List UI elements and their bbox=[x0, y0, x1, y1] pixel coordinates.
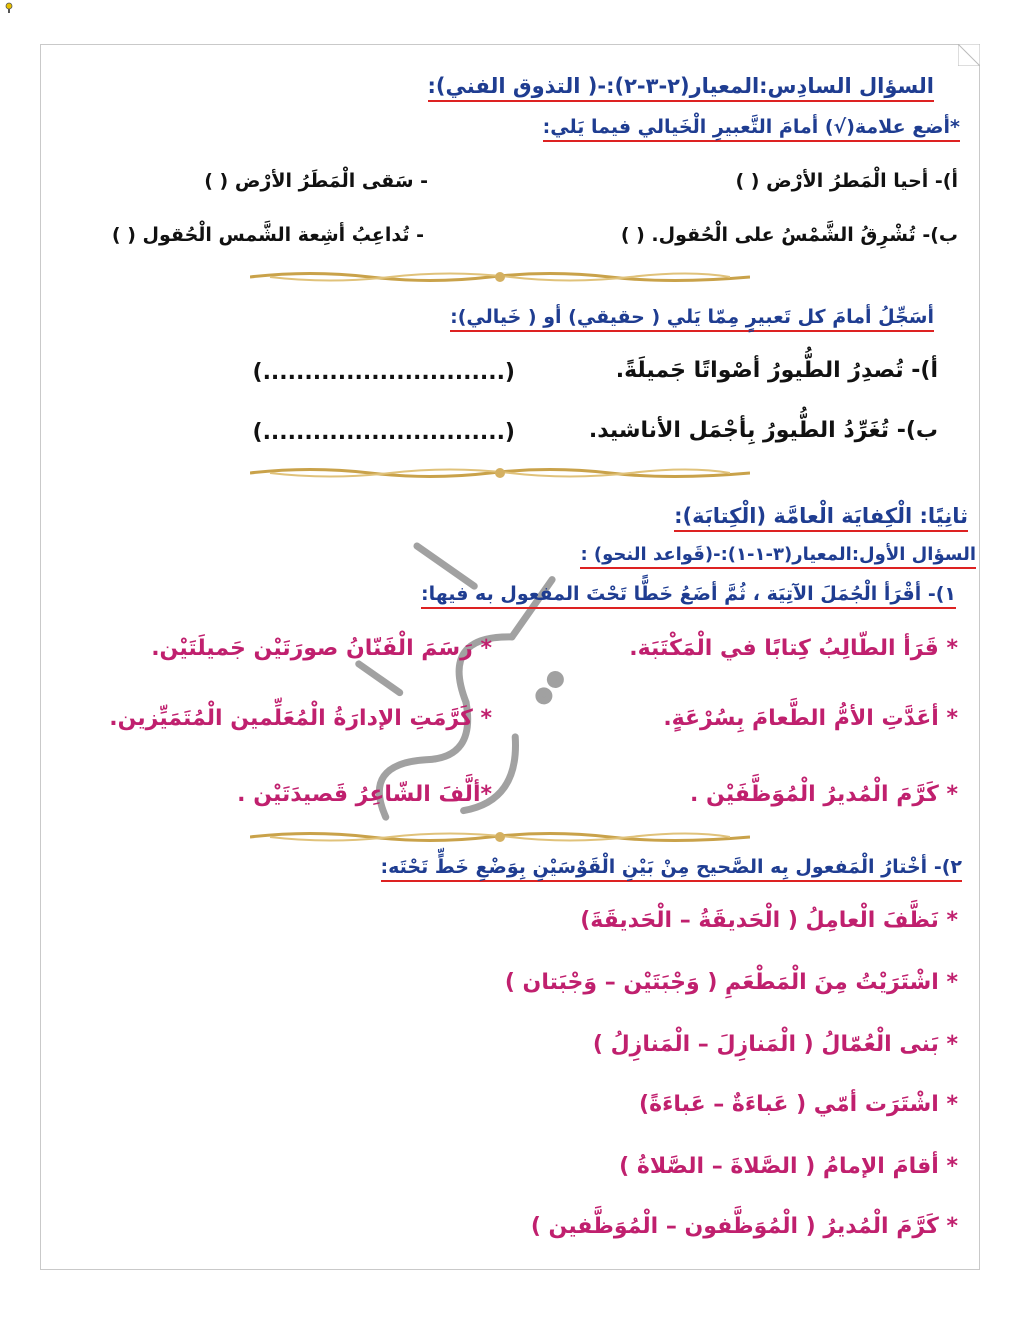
ornament-divider bbox=[250, 830, 750, 844]
ornament-divider bbox=[250, 466, 750, 480]
record-item-1: أ)- تُصدِرُ الطُّيورُ أصْواتًا جَميلَةً. bbox=[615, 358, 938, 383]
q6-item-1: أ)- أحيا الْمَطرُ الأرْض ( ) bbox=[735, 170, 958, 192]
choice-6: * كَرَّمَ الْمُديرُ ( الْمُوَظَّفون – الْمُوَظَّفين ) bbox=[530, 1214, 958, 1239]
sentence-1: * قَرَأ الطّالِبُ كِتابًا في الْمَكْتَبَة. bbox=[629, 636, 958, 661]
record-blank-1[interactable]: (.............................) bbox=[252, 360, 515, 385]
q6-title: السؤال السادِس:المعيار(٢-٣-٢):-( التذوق الفني): bbox=[428, 74, 934, 102]
sentence-5: * كَرَّمَ الْمُديرُ الْمُوَظَّفَيْن . bbox=[690, 782, 958, 807]
page-fold-icon bbox=[958, 44, 980, 66]
q6-item-4: - تُداعِبُ أشِعة الشَّمس الْحُقول ( ) bbox=[111, 224, 424, 246]
record-instruction: أسَجِّلُ أمامَ كل تَعبيرٍ مِمّا يَلي ( حقيقي) أو ( خَيالي): bbox=[450, 306, 934, 332]
watermark-logo bbox=[320, 520, 640, 880]
section2-title: ثانِيًا: الْكِفايَة الْعامَّة (الْكِتابَة): bbox=[674, 504, 968, 532]
sentence-3: * أعَدَّتِ الأمُّ الطَّعامَ بِسُرْعَةٍ. bbox=[663, 706, 958, 731]
q6-item-3: ب)- تُشْرِقُ الشَّمْسُ على الْحُقول. ( ) bbox=[620, 224, 958, 246]
choice-2: * اشْتَرَيْتُ مِنَ الْمَطْعَمِ ( وَجْبَتَيْن – وَجْبَتان ) bbox=[504, 970, 958, 995]
choice-5: * أقامَ الإمامُ ( الصَّلاةَ – الصَّلاةُ ) bbox=[619, 1154, 958, 1179]
task1-instruction: ١)- أقْرَأ الْجُمَلَ الآتِيَة ، ثُمَّ أضَعُ خَطًّا تَحْتَ المفعول به فيها: bbox=[421, 583, 956, 609]
record-blank-2[interactable]: (.............................) bbox=[252, 420, 515, 445]
q6-item-2: - سَقى الْمَطَرُ الأرْض ( ) bbox=[204, 170, 428, 192]
q6-instruction: *أضع علامة(√) أمامَ التَّعبيرِ الْخَيالي فيما يَلي: bbox=[543, 116, 960, 142]
q1-title: السؤال الأول:المعيار(٣-١-١):-(قَواعد النحو) : bbox=[580, 544, 976, 569]
task2-instruction: ٢)- أخْتارُ الْمَفعول بِه الصَّحيح مِنْ بَيْنِ الْقَوْسَيْنِ بِوَضْعِ خَطٍّ تَحْتَه: bbox=[381, 856, 962, 882]
sentence-6: *ألَّفَ الشّاعِرُ قَصيدَتَيْن . bbox=[237, 782, 492, 807]
ornament-divider bbox=[250, 270, 750, 284]
sentence-2: * رَسَمَ الْفَنّانُ صورَتَيْن جَميلَتَيْن. bbox=[151, 636, 492, 661]
choice-1: * نَظَّفَ الْعامِلُ ( الْحَديقَةُ – الْحَديقَةَ) bbox=[580, 908, 958, 933]
flag-icon bbox=[4, 2, 14, 14]
record-item-2: ب)- تُغَرِّدُ الطُّيورُ بِأجْمَل الأناشيد. bbox=[588, 418, 938, 443]
choice-3: * بَنى الْعُمّالُ ( الْمَنازِلَ – الْمَنازِلُ ) bbox=[592, 1032, 958, 1057]
choice-4: * اشْتَرَت أمّي ( عَباءَةٌ – عَباءَةً) bbox=[639, 1092, 958, 1117]
sentence-4: * كَرَّمَتِ الإدارَةُ الْمُعَلِّمين الْمُتَمَيِّزين. bbox=[109, 706, 492, 731]
